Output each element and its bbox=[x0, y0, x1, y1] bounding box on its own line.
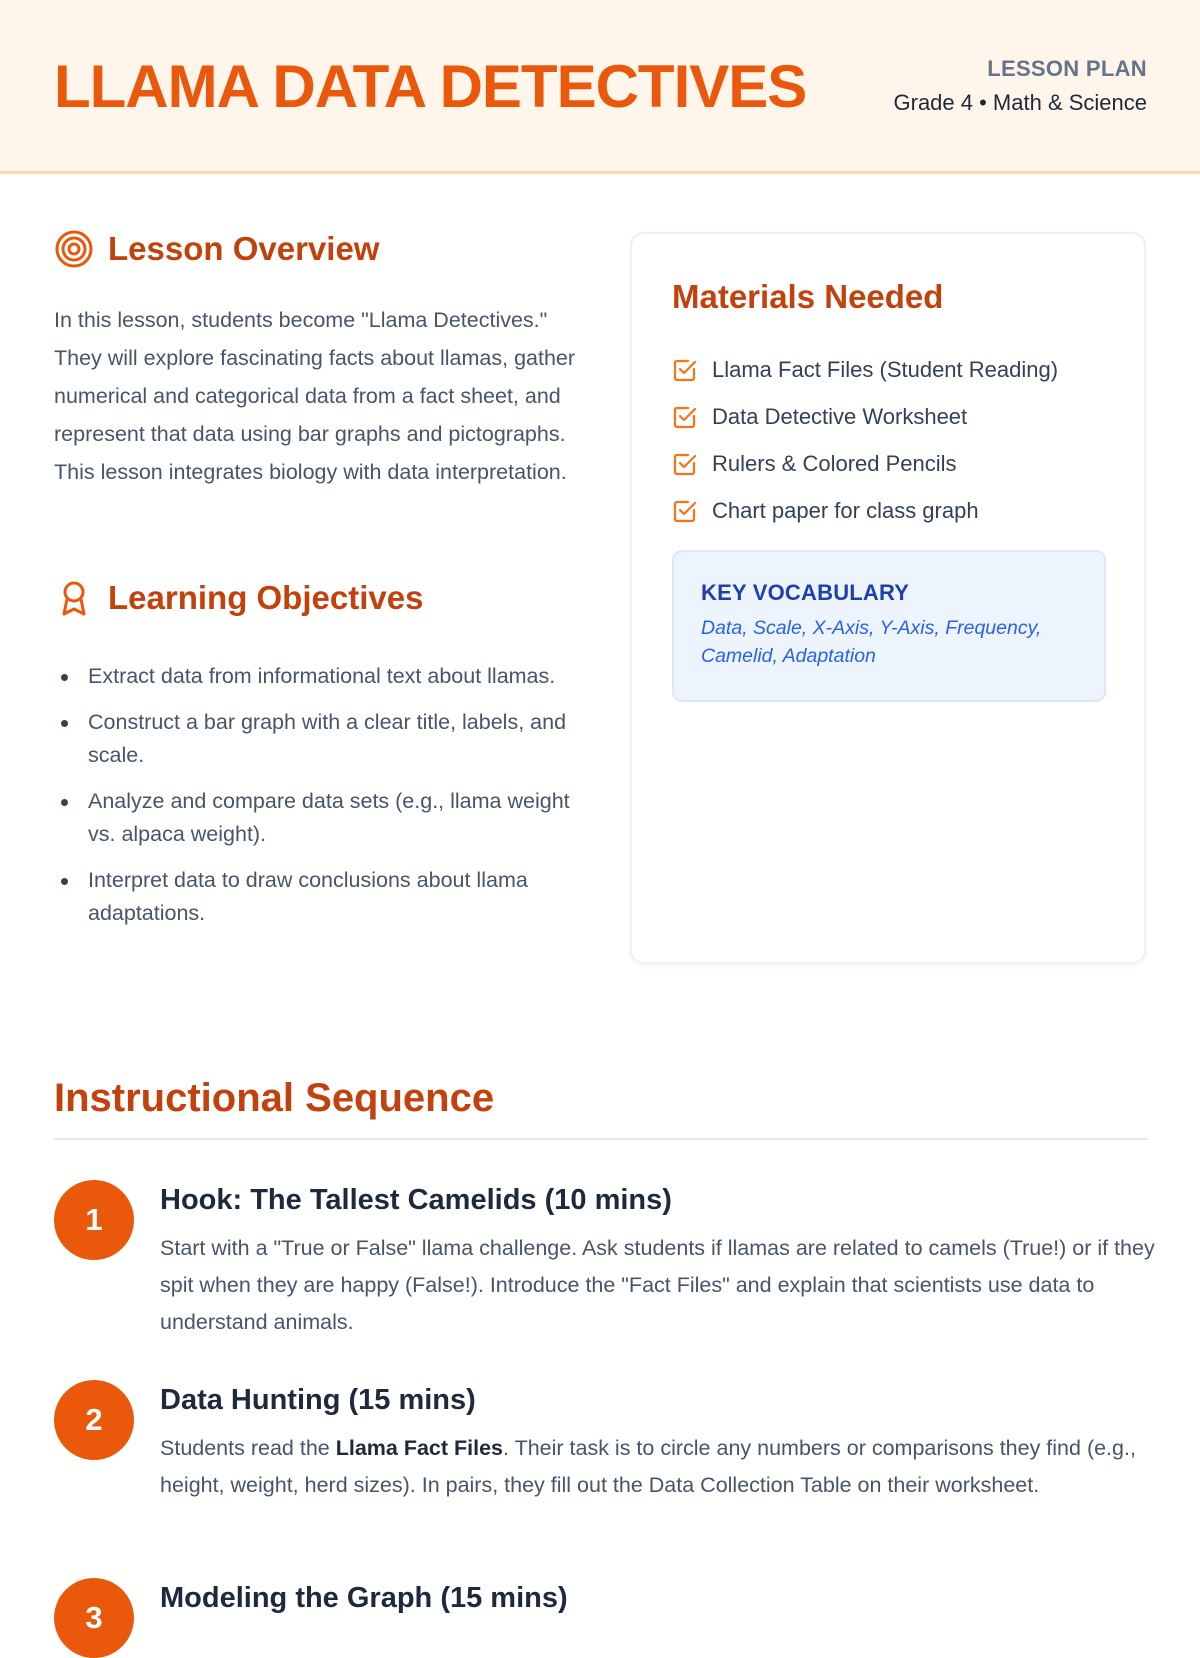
step-number-badge: 3 bbox=[54, 1578, 134, 1658]
overview-heading: Lesson Overview bbox=[108, 230, 380, 267]
material-label: Data Detective Worksheet bbox=[712, 403, 968, 429]
page-header bbox=[0, 0, 1200, 174]
objective-item: Construct a bar graph with a clear title, labels, and scale. bbox=[54, 706, 574, 772]
materials-list bbox=[672, 346, 1058, 534]
step-number-badge: 1 bbox=[54, 1180, 134, 1260]
objective-item: Analyze and compare data sets (e.g., llama weight vs. alpaca weight). bbox=[54, 785, 574, 851]
header-meta bbox=[894, 56, 1148, 116]
step-desc-emphasis: Llama Fact Files bbox=[335, 1436, 504, 1460]
objectives-heading-row bbox=[54, 578, 423, 618]
checkbox-icon bbox=[672, 404, 698, 430]
step-number-badge: 2 bbox=[54, 1380, 134, 1460]
page-title: LLAMA DATA DETECTIVES bbox=[54, 53, 807, 120]
step-desc-text: Start with a "True or False" llama challenge. Ask students if llamas are related to camels (True!) or if they spit when they are happy (False!). Introduce the "Fact Files" and explain that scientists use data to understand animals. bbox=[160, 1236, 1155, 1334]
section-divider bbox=[54, 1138, 1148, 1140]
award-ribbon-icon bbox=[54, 578, 94, 618]
step-title: Hook: The Tallest Camelids (10 mins) bbox=[160, 1184, 672, 1216]
material-item bbox=[672, 440, 1058, 487]
material-label: Chart paper for class graph bbox=[712, 497, 979, 523]
materials-card bbox=[630, 232, 1146, 964]
material-item bbox=[672, 346, 1058, 393]
grade-subject-label: Grade 4 • Math & Science bbox=[893, 90, 1147, 115]
step-desc-text: Students read the bbox=[160, 1436, 336, 1460]
vocabulary-terms: Data, Scale, X-Axis, Y-Axis, Frequency, Camelid, Adaptation bbox=[701, 617, 1042, 667]
sequence-heading: Instructional Sequence bbox=[54, 1076, 495, 1120]
checkbox-icon bbox=[672, 498, 698, 524]
step-desc-text: . Their task is to circle any numbers or comparisons they find (e.g., height, weight, herd sizes). In pairs, they fill out the Data Collection Table on their worksheet. bbox=[160, 1436, 1136, 1497]
step-title: Modeling the Graph (15 mins) bbox=[160, 1582, 568, 1614]
objective-item: Extract data from informational text about llamas. bbox=[54, 660, 574, 693]
material-item bbox=[672, 487, 1058, 534]
checkbox-icon bbox=[672, 451, 698, 477]
vocabulary-title: KEY VOCABULARY bbox=[701, 580, 910, 605]
overview-text: In this lesson, students become "Llama Detectives." They will explore fascinating facts about llamas, gather numerical and categorical data from a fact sheet, and represent that data using bar graphs and pictographs. This lesson integrates biology with data interpretation. bbox=[54, 308, 576, 484]
step-description bbox=[160, 1230, 1160, 1341]
material-item bbox=[672, 393, 1058, 440]
objective-item: Interpret data to draw conclusions about llama adaptations. bbox=[54, 864, 574, 930]
key-vocabulary-box bbox=[672, 550, 1106, 702]
checkbox-icon bbox=[672, 357, 698, 383]
step-title: Data Hunting (15 mins) bbox=[160, 1384, 476, 1416]
doc-type-label: LESSON PLAN bbox=[987, 56, 1147, 81]
target-icon bbox=[54, 229, 94, 269]
step-description bbox=[160, 1430, 1160, 1504]
objectives-list bbox=[54, 660, 574, 943]
overview-heading-row bbox=[54, 229, 379, 269]
objectives-heading: Learning Objectives bbox=[108, 579, 424, 616]
material-label: Rulers & Colored Pencils bbox=[712, 450, 957, 476]
material-label: Llama Fact Files (Student Reading) bbox=[712, 356, 1059, 382]
materials-heading: Materials Needed bbox=[672, 278, 944, 315]
